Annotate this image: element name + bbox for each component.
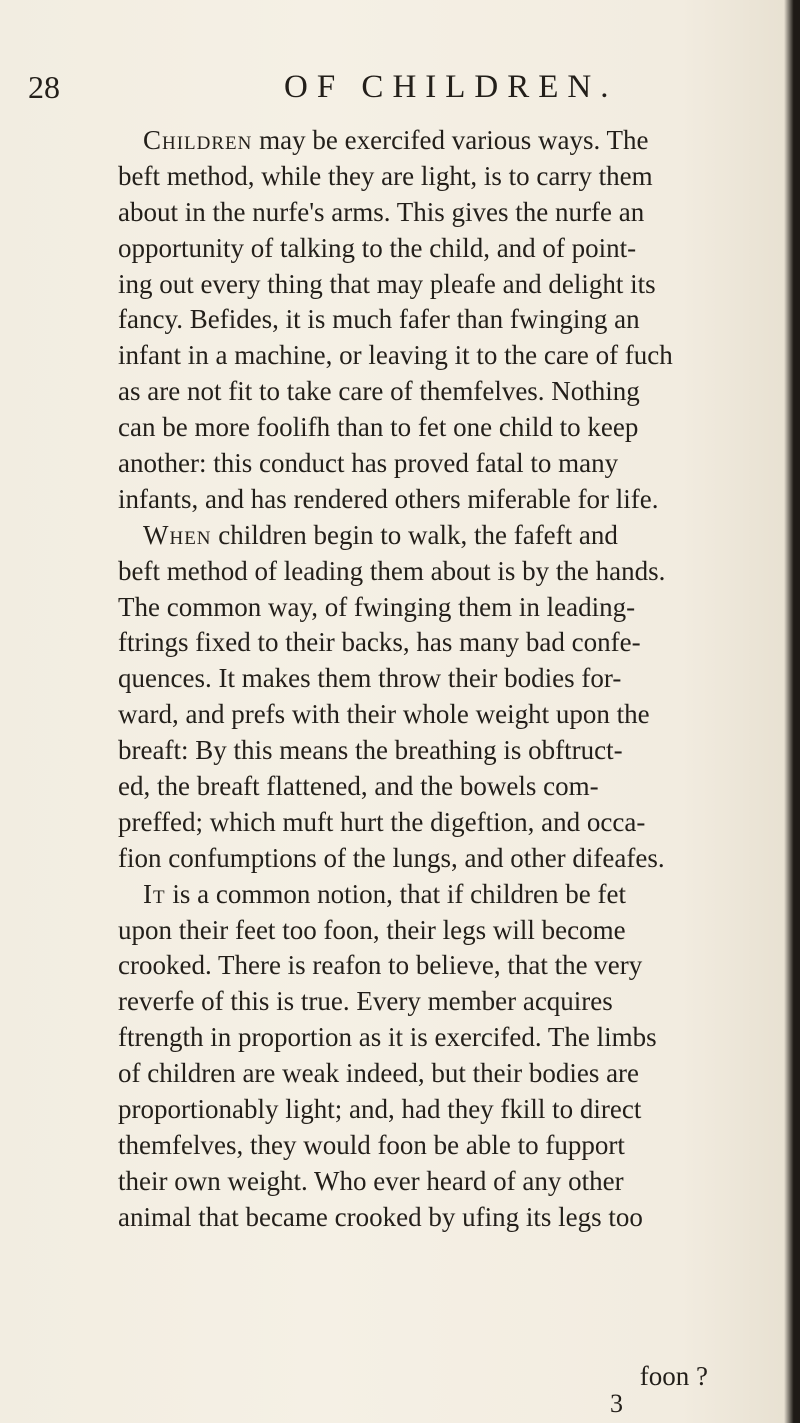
text-line: Children may be exercifed various ways. The [143, 125, 649, 155]
text-line: The common way, of fwinging them in leading- [118, 591, 636, 622]
paragraph-lead-word: When [143, 519, 212, 550]
text-line: can be more foolifh than to fet one child to keep [118, 412, 639, 443]
text-line: ing out every thing that may pleafe and delight its [118, 268, 656, 299]
text-line: ward, and prefs with their whole weight upon the [118, 699, 650, 730]
text-line: themfelves, they would foon be able to fupport [118, 1129, 625, 1160]
body-text [118, 123, 788, 1236]
paragraph-lead-word: Children [143, 125, 253, 155]
page-number: 28 [28, 69, 60, 105]
text-line: reverfe of this is true. Every member acquires [118, 986, 613, 1017]
signature-mark: 3 [610, 1389, 623, 1418]
text-line: crooked. There is reafon to believe, that the very [118, 950, 643, 981]
text-line: ed, the breaft flattened, and the bowels com- [118, 771, 599, 802]
running-head: OF CHILDREN. [284, 69, 618, 105]
text-line: beft method, while they are light, is to carry them [118, 160, 653, 191]
text-line: proportionably light; and, had they fkill to direct [118, 1094, 642, 1125]
text-line: animal that became crooked by ufing its legs too [118, 1201, 643, 1232]
text-line: fancy. Befides, it is much fafer than fwinging an [118, 304, 640, 335]
paragraph-lead-word: It [143, 878, 166, 909]
text-line: fion confumptions of the lungs, and other difeafes. [118, 842, 665, 873]
text-line: about in the nurfe's arms. This gives the nurfe an [118, 196, 645, 227]
paragraph-walking [118, 518, 788, 877]
catchword: foon ? [639, 1361, 708, 1391]
text-line: their own weight. Who ever heard of any other [118, 1165, 624, 1196]
text-line: infant in a machine, or leaving it to the care of fuch [118, 340, 673, 371]
text-line: infants, and has rendered others miferable for life. [118, 483, 659, 514]
text-line: It is a common notion, that if children be fet [143, 878, 626, 909]
text-line: When children begin to walk, the fafeft and [143, 519, 618, 550]
paragraph-crooked-legs [118, 877, 788, 1236]
text-line: upon their feet too foon, their legs will become [118, 914, 626, 945]
page-header [0, 62, 800, 112]
text-line: ftrength in proportion as it is exercifed. The limbs [118, 1022, 657, 1053]
text-line: another: this conduct has proved fatal to many [118, 448, 619, 479]
text-line: ftrings fixed to their backs, has many bad confe- [118, 627, 641, 658]
text-line: preffed; which muft hurt the digeftion, and occa- [118, 806, 646, 837]
paragraph-carrying [118, 123, 788, 518]
text-line: as are not fit to take care of themfelves. Nothing [118, 376, 640, 407]
text-line: breaft: By this means the breathing is obftruct- [118, 735, 623, 766]
text-line: opportunity of talking to the child, and of point- [118, 232, 637, 263]
text-line: beft method of leading them about is by the hands. [118, 555, 666, 586]
text-line: quences. It makes them throw their bodies for- [118, 663, 622, 694]
text-line: of children are weak indeed, but their bodies are [118, 1058, 640, 1089]
